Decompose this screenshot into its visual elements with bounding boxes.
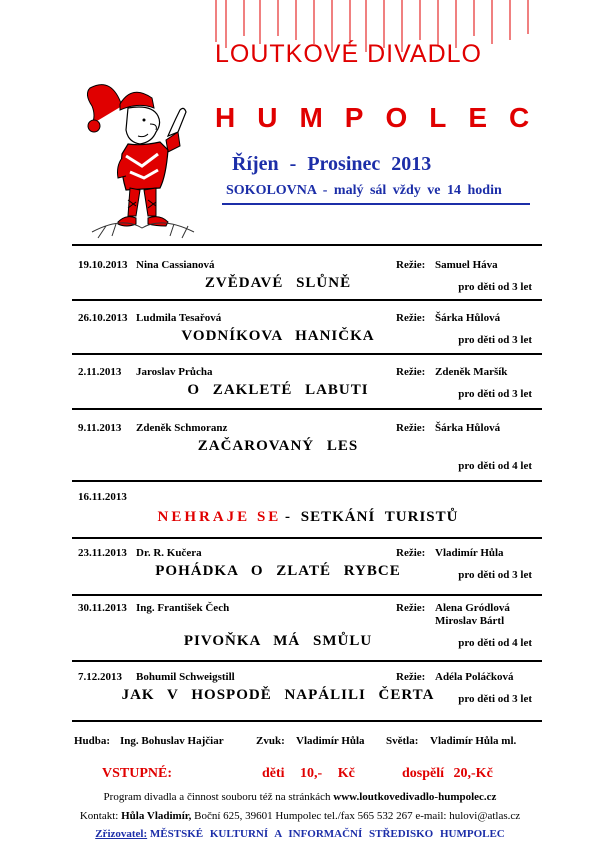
performance-author: Jaroslav Průcha <box>136 366 213 378</box>
performance-date: 26.10.2013 <box>78 312 128 324</box>
director-label: Režie: <box>396 366 426 378</box>
director-label: Režie: <box>396 602 426 614</box>
age-recommendation: pro děti od 4 let <box>458 460 532 472</box>
special-event: - SETKÁNÍ TURISTŮ <box>285 509 459 525</box>
director-name: Adéla Poláčková <box>435 671 514 683</box>
town-title: HUMPOLEC <box>215 102 552 133</box>
play-title: PIVOŇKA MÁ SMŮLU <box>183 633 373 649</box>
light-label: Světla: <box>386 735 419 747</box>
performance-row <box>78 312 538 360</box>
age-recommendation: pro děti od 3 let <box>458 693 532 705</box>
admission-adults: dospělí 20,-Kč <box>402 766 493 781</box>
special-notice-row <box>78 491 538 539</box>
separator-line <box>72 720 542 722</box>
sound-credit: Vladimír Hůla <box>296 735 365 747</box>
director-name: Samuel Háva <box>435 259 498 271</box>
sound-label: Zvuk: <box>256 735 285 747</box>
director-label: Režie: <box>396 259 426 271</box>
director-name-second: Miroslav Bártl <box>435 615 505 627</box>
director-label: Režie: <box>396 422 426 434</box>
age-recommendation: pro děti od 3 let <box>458 388 532 400</box>
admission-children: děti 10,- Kč <box>262 766 355 781</box>
music-label: Hudba: <box>74 735 111 747</box>
light-credit: Vladimír Hůla ml. <box>430 735 517 747</box>
performance-date: 2.11.2013 <box>78 366 122 378</box>
performance-row <box>78 547 538 595</box>
performance-row <box>78 671 538 719</box>
season-heading: Říjen - Prosinec 2013 <box>232 153 432 175</box>
play-title: POHÁDKA O ZLATÉ RYBCE <box>155 563 401 579</box>
performance-row <box>78 602 538 658</box>
contact-info <box>0 810 600 822</box>
age-recommendation: pro děti od 3 let <box>458 334 532 346</box>
music-credit: Ing. Bohuslav Hajčiar <box>120 735 224 747</box>
website-link[interactable]: www.loutkovedivadlo-humpolec.cz <box>333 791 497 803</box>
play-title: ZVĚDAVÉ SLŮNĚ <box>204 275 352 291</box>
special-message <box>78 509 538 526</box>
director-label: Režie: <box>396 671 426 683</box>
performance-author: Zdeněk Schmoranz <box>136 422 228 434</box>
performance-author: Dr. R. Kučera <box>136 547 202 559</box>
director-name: Zdeněk Maršík <box>435 366 508 378</box>
performance-date: 30.11.2013 <box>78 602 127 614</box>
performance-date: 19.10.2013 <box>78 259 128 271</box>
performance-date: 9.11.2013 <box>78 422 122 434</box>
separator-line <box>72 480 542 482</box>
admission-label: VSTUPNÉ: <box>102 766 173 781</box>
program-info <box>0 791 600 803</box>
director-name: Alena Gródlová <box>435 602 510 614</box>
age-recommendation: pro děti od 4 let <box>458 637 532 649</box>
separator-line <box>72 660 542 662</box>
separator-line <box>72 244 542 246</box>
play-title: ZAČAROVANÝ LES <box>197 438 359 454</box>
founder-name: MĚSTSKÉ KULTURNÍ A INFORMAČNÍ STŘEDISKO HUMPOLEC <box>149 828 505 840</box>
performance-author: Ing. František Čech <box>136 602 230 614</box>
performance-author: Bohumil Schweigstill <box>136 671 235 683</box>
age-recommendation: pro děti od 3 let <box>458 281 532 293</box>
founder-label: Zřizovatel: <box>95 828 148 840</box>
founder-info <box>0 828 600 840</box>
director-name: Vladimír Hůla <box>435 547 504 559</box>
venue-underline <box>222 203 530 205</box>
no-show-notice: NEHRAJE SE <box>157 509 282 525</box>
contact-details: Boční 625, 39601 Humpolec tel./fax 565 532 267 e-mail: hulovi@atlas.cz <box>194 810 521 822</box>
director-name: Šárka Hůlová <box>435 422 501 434</box>
contact-name: Hůla Vladimír, <box>121 810 192 822</box>
director-label: Režie: <box>396 547 426 559</box>
performance-row <box>78 366 538 414</box>
performance-date: 7.12.2013 <box>78 671 122 683</box>
performance-date: 23.11.2013 <box>78 547 127 559</box>
performance-row <box>78 259 538 307</box>
special-date: 16.11.2013 <box>78 491 127 503</box>
performance-row <box>78 422 538 474</box>
play-title: VODNÍKOVA HANIČKA <box>181 328 375 344</box>
program-text: Program divadla a činnost souboru též na stránkách <box>103 791 331 803</box>
contact-label: Kontakt: <box>79 810 119 822</box>
play-title: JAK V HOSPODĚ NAPÁLILI ČERTA <box>121 687 435 703</box>
performance-author: Ludmila Tesařová <box>136 312 222 324</box>
theatre-title: LOUTKOVÉ DIVADLO <box>215 40 482 68</box>
age-recommendation: pro děti od 3 let <box>458 569 532 581</box>
play-title: O ZAKLETÉ LABUTI <box>187 382 369 398</box>
venue-info: SOKOLOVNA - malý sál vždy ve 14 hodin <box>226 183 502 198</box>
performance-author: Nina Cassianová <box>136 259 215 271</box>
puppet-illustration <box>82 66 202 246</box>
director-label: Režie: <box>396 312 426 324</box>
director-name: Šárka Hůlová <box>435 312 501 324</box>
